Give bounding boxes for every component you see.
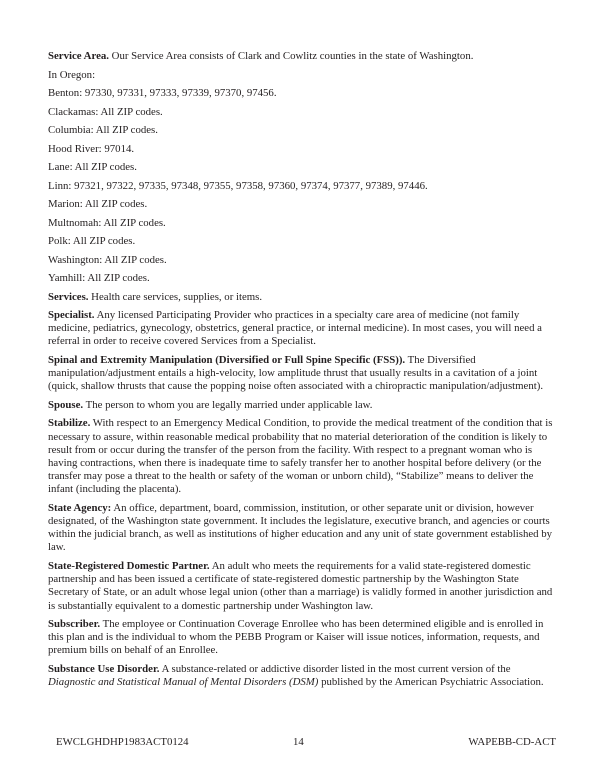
definition-paragraph xyxy=(48,618,556,658)
definition-text: Marion: All ZIP codes. xyxy=(48,198,148,210)
dsm-title: Diagnostic and Statistical Manual of Mental Disorders (DSM) xyxy=(48,676,319,689)
definition-paragraph xyxy=(48,354,556,394)
definition-text-tail: published by the American Psychiatric Association. xyxy=(318,676,544,689)
definition-text: Any licensed Participating Provider who practices in a specialty care area of medicine (not family medicine, pediatrics, gynecology, obstetrics, general practice, or internal medicine). In most cases, you will need a referral in order to receive covered Services from a Specialist. xyxy=(48,309,542,348)
definition-text: With respect to an Emergency Medical Condition, to provide the medical treatment of the condition that is necessary to assure, within reasonable medical probability that no material deterioration of the condition is likely to result from or occur during the transfer of the person from the facility. With respect to a pregnant woman who is having contractions, when there is inadequate time to safely transfer her to another hospital before delivery (or the transfer may pose a threat to the health or safety of the woman or unborn child), “Stabilize” means to deliver the infant (including the placenta). xyxy=(48,417,553,496)
definition-text: An adult who meets the requirements for a valid state-registered domestic partnership and has been issued a certificate of state-registered domestic partnership by the Washington State Secretary of State, or an adult whose legal union (other than a marriage) is validly formed in another jurisdiction and is substantially equivalent to a domestic partnership under Washington law. xyxy=(48,559,553,612)
definition-paragraph xyxy=(48,272,556,285)
definition-term: State-Registered Domestic Partner. xyxy=(48,559,210,572)
definition-paragraph xyxy=(48,180,556,193)
definitions-list xyxy=(48,50,556,658)
definition-text: Health care services, supplies, or items. xyxy=(88,290,263,303)
definition-text: Yamhill: All ZIP codes. xyxy=(48,272,150,284)
definition-text: Clackamas: All ZIP codes. xyxy=(48,105,163,118)
definition-paragraph xyxy=(48,87,556,100)
definition-term: Substance Use Disorder. xyxy=(48,662,160,675)
definition-paragraph xyxy=(48,309,556,349)
definition-paragraph xyxy=(48,124,556,137)
definition-term: Subscriber. xyxy=(48,618,101,631)
definition-paragraph xyxy=(48,50,556,63)
definition-term: Spouse. xyxy=(48,398,84,411)
definition-paragraph xyxy=(48,291,556,304)
definition-text: The employee or Continuation Coverage Enrollee who has been determined eligible and is enrolled in this plan and is the individual to whom the PEBB Program or Kaiser will issue notices, information, requests, and premium bills on behalf of an Enrollee. xyxy=(48,618,544,657)
definition-term: Service Area. xyxy=(48,50,109,62)
definition-term: Services. xyxy=(48,290,89,303)
definition-paragraph xyxy=(48,143,556,156)
definition-term: Spinal and Extremity Manipulation (Diversified or Full Spine Specific (FSS)). xyxy=(48,353,406,366)
definition-text: Hood River: 97014. xyxy=(48,142,135,155)
definition-text: The person to whom you are legally married under applicable law. xyxy=(83,398,373,411)
definition-term: Stabilize. xyxy=(48,417,91,430)
definition-paragraph xyxy=(48,254,556,267)
definition-paragraph xyxy=(48,198,556,211)
footer-page-number: 14 xyxy=(293,736,304,748)
definition-text: Our Service Area consists of Clark and Cowlitz counties in the state of Washington. xyxy=(108,50,474,62)
definition-term: State Agency: xyxy=(48,501,112,514)
page-footer xyxy=(48,736,556,750)
definition-paragraph xyxy=(48,69,556,82)
definition-term: Specialist. xyxy=(48,309,95,321)
footer-document-code: EWCLGHDHP1983ACT0124 xyxy=(56,736,189,748)
definition-paragraph xyxy=(48,161,556,174)
definition-text: An office, department, board, commission, institution, or other separate unit or division, however designated, of the Washington state government. It includes the legislature, executive branch, and agencies or courts within the judicial branch, as well as institutions of higher education and any unit of state government established by law. xyxy=(48,501,553,554)
definition-text: Benton: 97330, 97331, 97333, 97339, 97370, 97456. xyxy=(48,87,277,99)
definition-text: Linn: 97321, 97322, 97335, 97348, 97355, 97358, 97360, 97374, 97377, 97389, 97446. xyxy=(48,179,428,192)
definition-text: The Diversified manipulation/adjustment entails a high-velocity, low amplitude thrust that usually results in a cavitation of a joint (quick, shallow thrusts that cause the popping noise often associated with a chiropractic manipulation/adjustment). xyxy=(48,353,544,393)
definition-paragraph xyxy=(48,502,556,555)
footer-plan-code: WAPEBB-CD-ACT xyxy=(468,736,556,748)
definition-text: Lane: All ZIP codes. xyxy=(48,161,137,173)
definition-paragraph xyxy=(48,417,556,496)
definition-text: Multnomah: All ZIP codes. xyxy=(48,216,166,229)
definition-text: A substance-related or addictive disorder listed in the most current version of the xyxy=(159,662,511,675)
document-body xyxy=(48,50,556,695)
definition-paragraph xyxy=(48,217,556,230)
definition-substance-use-disorder xyxy=(48,663,556,689)
definition-paragraph xyxy=(48,235,556,248)
definition-text: Washington: All ZIP codes. xyxy=(48,253,167,266)
definition-paragraph xyxy=(48,106,556,119)
definition-text: In Oregon: xyxy=(48,68,96,81)
definition-paragraph xyxy=(48,399,556,412)
definition-paragraph xyxy=(48,560,556,613)
definition-text: Columbia: All ZIP codes. xyxy=(48,124,158,136)
definition-text: Polk: All ZIP codes. xyxy=(48,235,136,247)
